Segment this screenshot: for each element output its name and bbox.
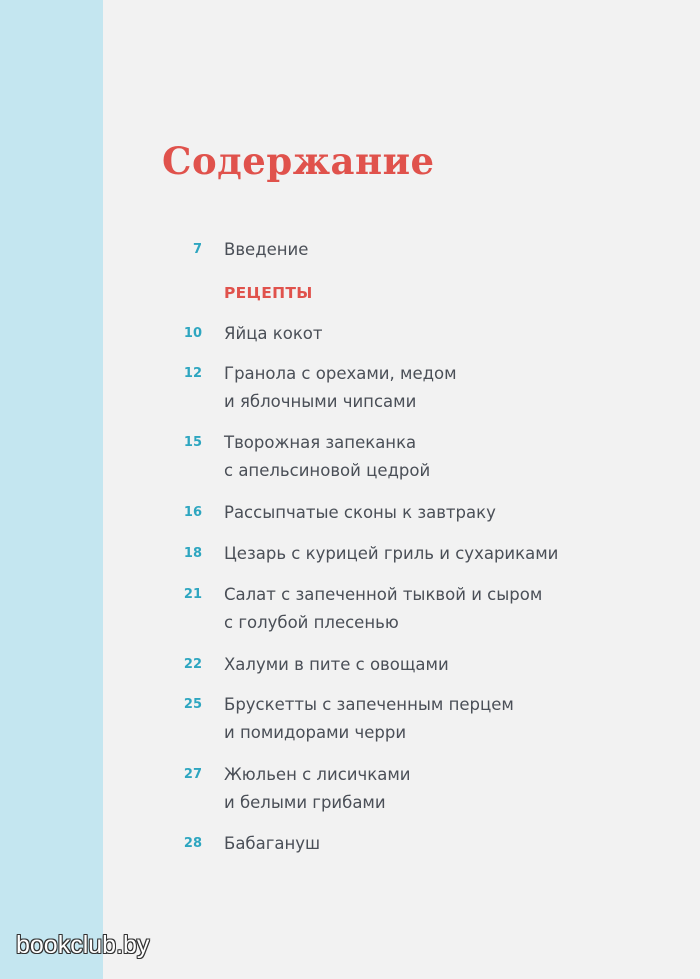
toc-page-number: 27	[183, 767, 202, 782]
toc-page-number: 25	[183, 697, 202, 712]
toc-page-number: 22	[183, 657, 202, 672]
toc-page-number: 28	[183, 836, 202, 851]
page-title: Содержание	[162, 139, 435, 183]
section-label-recipes: РЕЦЕПТЫ	[224, 284, 313, 302]
toc-entry-title: Яйца кокот	[224, 324, 323, 343]
toc-page-number: 18	[183, 546, 202, 561]
toc-page-number: 16	[183, 505, 202, 520]
toc-page-number: 12	[183, 366, 202, 381]
toc-page-number: 15	[183, 435, 202, 450]
toc-entry-title: Халуми в пите с овощами	[224, 655, 449, 674]
watermark: bookclub.by	[16, 931, 150, 959]
toc-page-number: 21	[183, 587, 202, 602]
toc-entry-title: Рассыпчатые сконы к завтраку	[224, 503, 496, 522]
toc-entry-title: Брускетты с запеченным перцем и помидорами черри	[224, 695, 514, 742]
toc-page-number: 7	[192, 242, 202, 257]
toc-entry-title: Творожная запеканка с апельсиновой цедрой	[224, 433, 431, 480]
toc-entry-title: Жюльен с лисичками и белыми грибами	[224, 765, 411, 812]
toc-page-number: 10	[183, 326, 202, 341]
toc-entry-title: Салат с запеченной тыквой и сыром с голубой плесенью	[224, 585, 543, 632]
toc-entry-title: Бабагануш	[224, 834, 321, 853]
toc-entry-title: Гранола с орехами, медом и яблочными чипсами	[224, 364, 457, 411]
side-color-strip	[0, 0, 103, 979]
toc-entry-title: Цезарь с курицей гриль и сухариками	[224, 544, 559, 563]
toc-entry-title: Введение	[224, 240, 309, 259]
